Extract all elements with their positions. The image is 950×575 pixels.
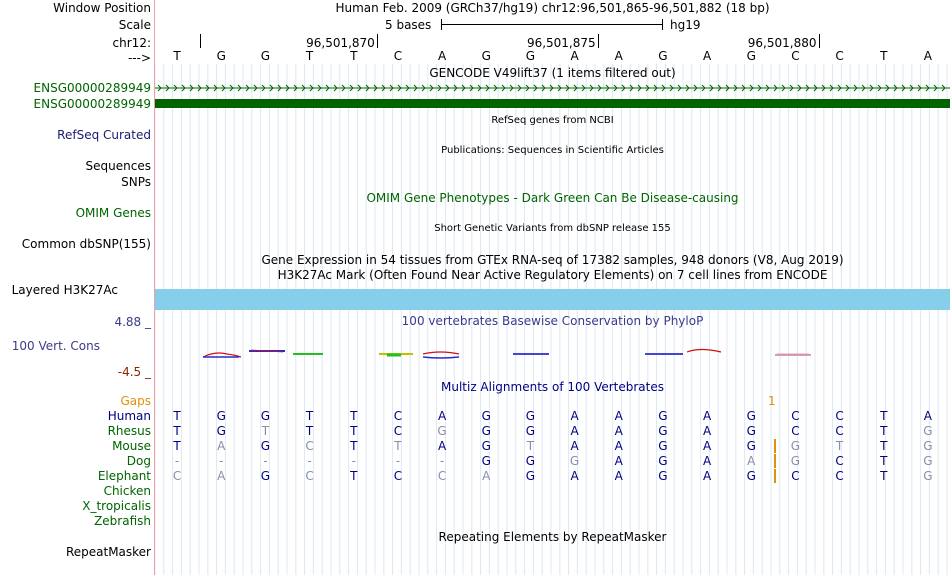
alignment-base: C <box>791 409 800 423</box>
base-letter: G <box>481 49 491 63</box>
alignment-base: T <box>394 439 402 453</box>
base-letter: T <box>880 49 888 63</box>
alignment-base: G <box>260 439 271 453</box>
scale-bar <box>441 24 663 25</box>
label-cons-max: 4.88 _ <box>114 315 151 329</box>
alignment-base: A <box>570 469 579 483</box>
label-cons[interactable]: 100 Vert. Cons <box>11 339 100 353</box>
label-scale: Scale <box>118 18 151 32</box>
alignment-base: T <box>880 424 888 438</box>
alignment-base: G <box>746 409 756 423</box>
coord-tick <box>598 34 599 48</box>
alignment-base: T <box>173 424 181 438</box>
alignment-base: A <box>217 439 226 453</box>
gencode-exon-2[interactable] <box>155 99 950 108</box>
h3k27ac-signal[interactable] <box>155 289 950 310</box>
species-label[interactable]: Zebrafish <box>94 514 151 528</box>
species-label[interactable]: Chicken <box>103 484 151 498</box>
alignment-base: T <box>880 439 888 453</box>
insertion-marker <box>774 454 776 468</box>
alignment-base: - <box>219 454 224 468</box>
scale-bar-right-tick <box>662 19 663 30</box>
alignment-base: A <box>614 469 623 483</box>
base-letter: T <box>173 49 181 63</box>
alignment-base: C <box>835 409 844 423</box>
species-label[interactable]: Elephant <box>97 469 151 483</box>
base-letter: A <box>702 49 712 63</box>
alignment-base: G <box>746 469 756 483</box>
alignment-base: G <box>525 454 536 468</box>
label-chrom: chr12: <box>112 36 151 50</box>
alignment-base: A <box>570 424 579 438</box>
alignment-base: - <box>439 454 445 468</box>
label-sequences[interactable]: Sequences <box>85 159 151 173</box>
alignment-base: T <box>173 439 181 453</box>
base-letter: A <box>570 49 579 63</box>
alignment-base: - <box>307 454 312 468</box>
alignment-base: A <box>614 454 623 468</box>
alignment-base: G <box>481 439 491 453</box>
insertion-marker <box>774 439 776 453</box>
coord-label: 96,501,870 <box>306 36 375 50</box>
alignment-base: C <box>835 424 844 438</box>
label-gencode-1[interactable]: ENSG00000289949 <box>33 81 151 95</box>
alignment-base: C <box>393 469 403 483</box>
alignment-base: - <box>174 454 180 468</box>
alignment-base: G <box>658 454 668 468</box>
gencode-track-title: GENCODE V49lift37 (1 items filtered out) <box>429 66 676 80</box>
alignment-base: A <box>702 469 712 483</box>
alignment-base: C <box>835 469 844 483</box>
species-label[interactable]: Rhesus <box>107 424 151 438</box>
coord-tick <box>200 34 201 48</box>
species-label[interactable]: X_tropicalis <box>82 499 151 513</box>
alignment-base: A <box>702 409 712 423</box>
base-letter: G <box>658 49 668 63</box>
alignment-base: T <box>305 424 314 438</box>
refseq-track-title: RefSeq genes from NCBI <box>491 115 614 126</box>
alignment-base: C <box>835 454 844 468</box>
species-label-list <box>0 0 154 575</box>
alignment-base: A <box>614 424 623 438</box>
alignment-base: A <box>614 439 623 453</box>
alignment-base: G <box>437 424 447 438</box>
label-gencode-2[interactable]: ENSG00000289949 <box>33 97 151 111</box>
base-letter: G <box>746 49 756 63</box>
alignment-base: T <box>261 424 270 438</box>
alignment-base: A <box>570 409 579 423</box>
base-letter: A <box>923 49 933 63</box>
alignment-base: A <box>614 409 623 423</box>
position-title: Human Feb. 2009 (GRCh37/hg19) chr12:96,501,865-96,501,882 (18 bp) <box>335 1 770 15</box>
alignment-base: C <box>393 409 403 423</box>
alignment-base: C <box>305 469 314 483</box>
dbsnp-track-title: Short Genetic Variants from dbSNP release 155 <box>434 223 671 234</box>
alignment-base: C <box>791 469 800 483</box>
alignment-base: C <box>791 424 800 438</box>
base-letter: C <box>835 49 844 63</box>
gap-count-marker: 1 <box>768 394 776 408</box>
alignment-base: G <box>746 439 756 453</box>
alignment-base: G <box>481 454 491 468</box>
coord-label: 96,501,875 <box>526 36 596 50</box>
alignment-base: G <box>216 409 226 423</box>
alignment-base: G <box>923 454 933 468</box>
alignment-base: G <box>790 454 801 468</box>
label-refseq[interactable]: RefSeq Curated <box>57 128 151 142</box>
alignment-base: G <box>746 424 756 438</box>
coord-tick <box>377 34 378 48</box>
alignment-base: G <box>260 469 271 483</box>
alignment-base: G <box>658 424 668 438</box>
alignment-base: G <box>260 409 271 423</box>
alignment-base: A <box>702 454 712 468</box>
alignment-base: A <box>437 409 447 423</box>
h3k27ac-track-title: H3K27Ac Mark (Often Found Near Active Regulatory Elements) on 7 cell lines from ENCODE <box>277 268 828 282</box>
conservation-wiggle[interactable] <box>155 340 950 370</box>
alignment-base: T <box>305 409 314 423</box>
base-letter: G <box>260 49 271 63</box>
alignment-base: - <box>263 454 268 468</box>
scale-bar-left-tick <box>441 19 442 30</box>
species-label[interactable]: Human <box>107 409 151 423</box>
base-letter: A <box>437 49 447 63</box>
alignment-base: G <box>569 454 580 468</box>
alignment-base: A <box>217 469 226 483</box>
alignment-base: T <box>350 469 358 483</box>
alignment-base: T <box>880 454 888 468</box>
label-gaps: Gaps <box>120 394 151 408</box>
label-window-position: Window Position <box>53 1 151 15</box>
alignment-base: G <box>658 409 668 423</box>
alignment-base: A <box>482 469 491 483</box>
alignment-base: - <box>395 454 401 468</box>
alignment-base: A <box>437 439 447 453</box>
conservation-track-title: 100 vertebrates Basewise Conservation by PhyloP <box>401 314 704 328</box>
alignment-base: G <box>658 469 668 483</box>
label-h3k27ac[interactable]: Layered H3K27Ac <box>11 283 118 297</box>
alignment-base: G <box>923 424 933 438</box>
alignment-base: G <box>481 424 491 438</box>
scale-assembly: hg19 <box>670 18 701 32</box>
alignment-base: C <box>172 469 182 483</box>
alignment-base: A <box>747 454 756 468</box>
label-repeatmasker[interactable]: RepeatMasker <box>65 545 151 559</box>
coord-tick <box>819 34 820 48</box>
alignment-base: T <box>880 469 888 483</box>
gtex-track-title: Gene Expression in 54 tissues from GTEx RNA-seq of 17382 samples, 948 donors (V8, Aug 2019) <box>261 253 844 267</box>
alignment-base: T <box>880 409 888 423</box>
alignment-base: G <box>525 469 536 483</box>
base-letter: G <box>525 49 536 63</box>
species-label[interactable]: Mouse <box>112 439 151 453</box>
base-letter: G <box>216 49 226 63</box>
alignment-base: A <box>570 439 579 453</box>
alignment-base: C <box>393 424 403 438</box>
alignment-base: G <box>525 424 536 438</box>
alignment-base: A <box>702 424 712 438</box>
label-dbsnp[interactable]: Common dbSNP(155) <box>21 237 151 251</box>
alignment-base: - <box>351 454 356 468</box>
gencode-intron-1[interactable] <box>155 82 950 94</box>
base-letter: A <box>614 49 623 63</box>
multiz-track-title: Multiz Alignments of 100 Vertebrates <box>440 380 665 394</box>
publications-track-title: Publications: Sequences in Scientific Articles <box>441 145 664 156</box>
label-omim[interactable]: OMIM Genes <box>75 206 151 220</box>
track-labels <box>0 0 154 575</box>
alignment-base: G <box>923 469 933 483</box>
alignment-base: G <box>790 439 801 453</box>
base-letter: T <box>350 49 358 63</box>
track-area[interactable] <box>155 0 950 575</box>
alignment-base: T <box>350 409 358 423</box>
alignment-base: G <box>923 439 933 453</box>
alignment-base: T <box>350 424 358 438</box>
alignment-base: G <box>481 409 491 423</box>
label-cons-min: -4.5 _ <box>117 365 151 379</box>
alignment-base: T <box>173 409 181 423</box>
base-letter: T <box>305 49 314 63</box>
alignment-base: A <box>923 409 933 423</box>
alignment-base: G <box>216 424 226 438</box>
alignment-base: T <box>350 439 358 453</box>
omim-track-title: OMIM Gene Phenotypes - Dark Green Can Be Disease-causing <box>366 191 739 205</box>
repeatmasker-track-title: Repeating Elements by RepeatMasker <box>438 530 667 544</box>
base-letter: C <box>393 49 403 63</box>
insertion-marker <box>774 469 776 483</box>
label-strand-arrow: ---> <box>127 51 151 65</box>
alignment-base: A <box>702 439 712 453</box>
alignment-base: C <box>437 469 447 483</box>
label-snps[interactable]: SNPs <box>121 175 151 189</box>
species-label[interactable]: Dog <box>126 454 151 468</box>
alignment-base: C <box>305 439 314 453</box>
alignment-base: G <box>658 439 668 453</box>
alignment-base: G <box>525 409 536 423</box>
coord-label: 96,501,880 <box>747 36 817 50</box>
alignment-base: T <box>526 439 535 453</box>
scale-label: 5 bases <box>385 18 432 32</box>
base-letter: C <box>791 49 800 63</box>
alignment-base: T <box>835 439 844 453</box>
